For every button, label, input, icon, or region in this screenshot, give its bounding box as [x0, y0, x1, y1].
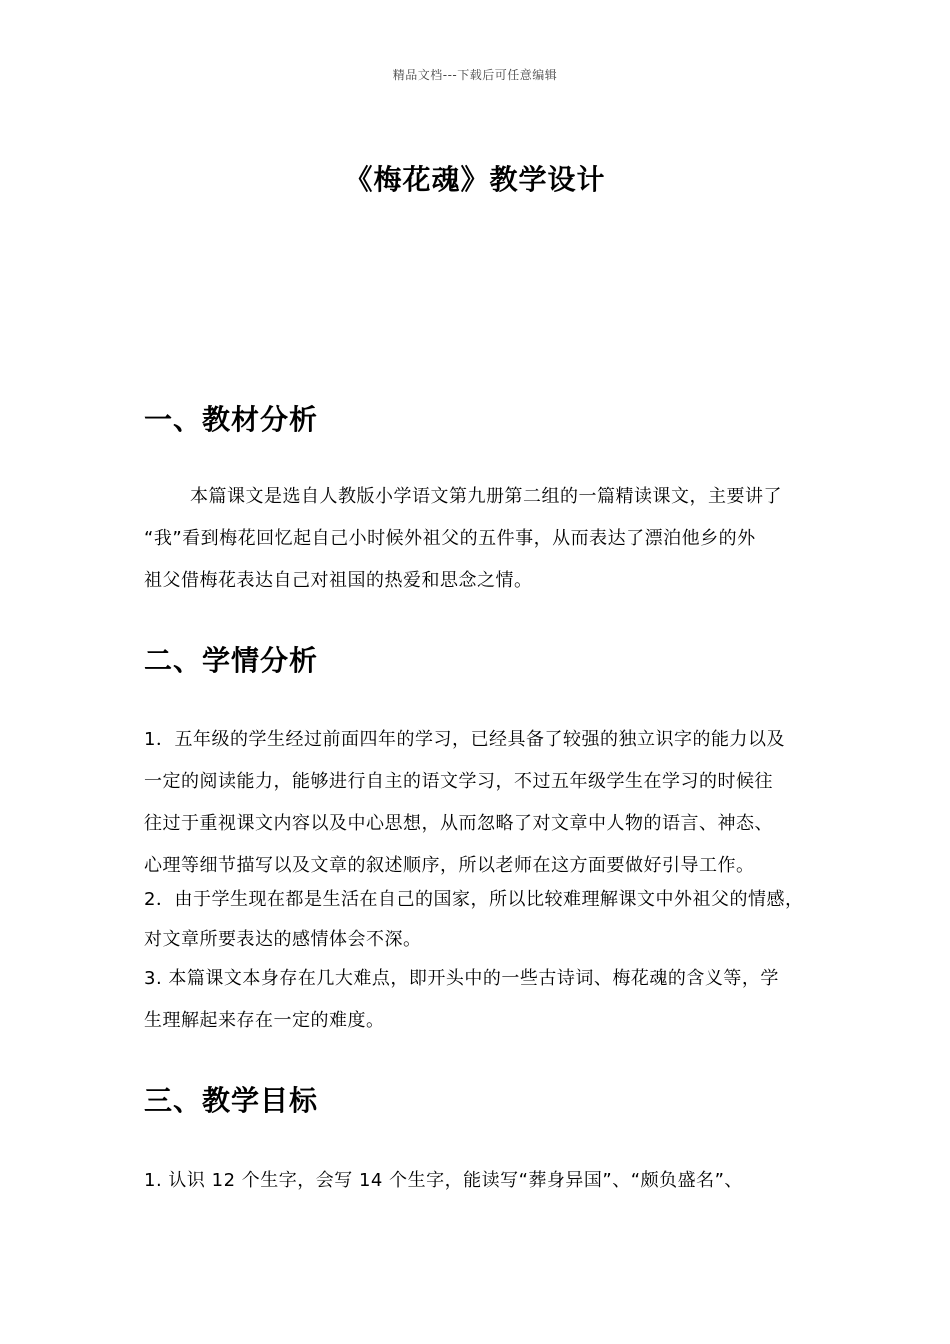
- paragraph-line: 生理解起来存在一定的难度。: [144, 1010, 385, 1031]
- paragraph-line: 一定的阅读能力，能够进行自主的语文学习，不过五年级学生在学习的时候往: [144, 771, 773, 792]
- section-heading-teaching-goals: 三、教学目标: [144, 1084, 319, 1117]
- paragraph-line: 1．五年级的学生经过前面四年的学习，已经具备了较强的独立识字的能力以及: [144, 729, 785, 750]
- header-note: 精品文档---下载后可任意编辑: [392, 68, 558, 82]
- paragraph-line: 本篇课文是选自人教版小学语文第九册第二组的一篇精读课文，主要讲了: [190, 486, 782, 507]
- section-heading-student-analysis: 二、学情分析: [144, 644, 319, 677]
- section-heading-textbook-analysis: 一、教材分析: [144, 403, 319, 436]
- paragraph-line: 2．由于学生现在都是生活在自己的国家，所以比较难理解课文中外祖父的情感，: [144, 889, 804, 910]
- paragraph-line: 心理等细节描写以及文章的叙述顺序，所以老师在这方面要做好引导工作。: [144, 855, 755, 876]
- section-paragraph-textbook-analysis: [144, 476, 824, 602]
- paragraph-line: 3. 本篇课文本身存在几大难点，即开头中的一些古诗词、梅花魂的含义等，学: [144, 968, 779, 989]
- paragraph-line: 祖父借梅花表达自己对祖国的热爱和思念之情。: [144, 570, 533, 591]
- list-item-student-analysis-1: [144, 719, 824, 887]
- paragraph-line: 1. 认识 12 个生字，会写 14 个生字，能读写“葬身异国”、“颇负盛名”、: [144, 1170, 743, 1191]
- list-item-teaching-goals-1: [144, 1160, 824, 1202]
- list-item-student-analysis-2: [144, 880, 824, 960]
- list-item-student-analysis-3: [144, 958, 824, 1042]
- paragraph-line: “我”看到梅花回忆起自己小时候外祖父的五件事，从而表达了漂泊他乡的外: [144, 528, 756, 549]
- paragraph-line: 往过于重视课文内容以及中心思想，从而忽略了对文章中人物的语言、神态、: [144, 813, 773, 834]
- paragraph-line: 对文章所要表达的感情体会不深。: [144, 929, 422, 950]
- document-title: 《梅花魂》教学设计: [344, 163, 606, 196]
